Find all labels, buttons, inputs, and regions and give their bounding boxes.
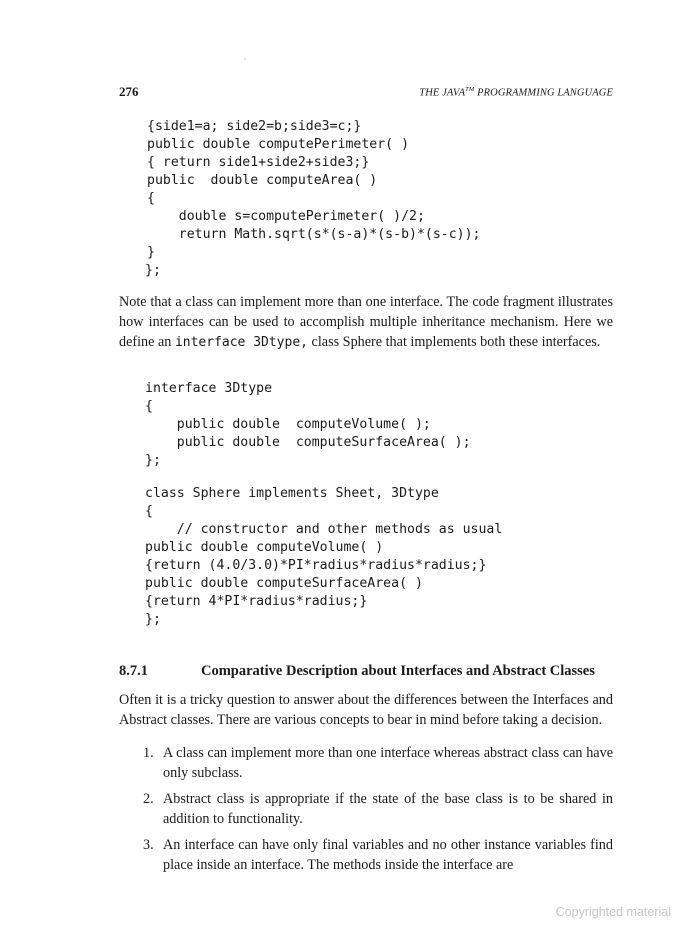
code-line: public double computeSurfaceArea( ) — [145, 576, 423, 591]
trademark-mark: TM — [465, 86, 475, 93]
copyright-watermark: Copyrighted material — [555, 905, 671, 919]
code-line: double s=computePerimeter( )/2; — [147, 209, 425, 224]
paragraph-interfaces — [119, 292, 613, 353]
code-line: public double computeVolume( ) — [145, 540, 384, 555]
inline-code: interface 3Dtype, — [174, 335, 308, 350]
code-line: interface 3Dtype — [145, 381, 273, 396]
code-line: // constructor and other methods as usual — [145, 522, 503, 537]
section-title: Comparative Description about Interfaces and Abstract Classes — [201, 663, 595, 679]
code-block-sphere — [145, 485, 502, 629]
code-block-triangle — [147, 118, 480, 262]
code-line: }; — [145, 612, 161, 627]
code-line: {return 4*PI*radius*radius;} — [145, 594, 368, 609]
numbered-list — [119, 743, 613, 881]
paragraph-text: class Sphere that implements both these interfaces. — [308, 334, 601, 350]
code-line: public double computeArea( ) — [147, 173, 378, 188]
code-line: { return side1+side2+side3;} — [147, 155, 370, 170]
section-heading — [119, 663, 595, 680]
list-item-text: A class can implement more than one interface whereas abstract class can have only subclass. — [163, 745, 613, 781]
paragraph-text: Note that a class can implement more than one interface. The code fragment illustrates how interfaces can be used to accomplish multiple inheritance mechanism. Here we define an — [119, 294, 613, 350]
running-head-title: THE JAVA — [419, 87, 466, 99]
code-line: }; — [145, 453, 161, 468]
code-line: { — [145, 399, 153, 414]
list-item-number: 3. — [143, 837, 154, 853]
code-line: { — [147, 191, 155, 206]
code-line: public double computeVolume( ); — [145, 417, 431, 432]
code-line: public double computeSurfaceArea( ); — [145, 435, 471, 450]
code-line: }; — [145, 263, 161, 278]
code-block-interface — [145, 380, 471, 470]
section-number: 8.7.1 — [119, 663, 148, 679]
list-item-number: 2. — [143, 791, 154, 807]
code-line: return Math.sqrt(s*(s-a)*(s-b)*(s-c)); — [147, 227, 481, 242]
code-line: public double computePerimeter( ) — [147, 137, 410, 152]
code-line: class Sphere implements Sheet, 3Dtype — [145, 486, 439, 501]
running-head-subtitle: PROGRAMMING LANGUAGE — [474, 87, 613, 99]
running-head — [419, 86, 613, 99]
section-intro: Often it is a tricky question to answer about the differences between the Interfaces and Abstract classes. There are various concepts to bear in mind before taking a decision. — [119, 692, 613, 728]
code-block-closing — [145, 262, 161, 280]
scan-speck — [244, 58, 246, 60]
list-item — [119, 835, 613, 875]
list-item — [119, 743, 613, 783]
code-line: { — [145, 504, 153, 519]
list-item — [119, 789, 613, 829]
list-item-text: Abstract class is appropriate if the state of the base class is to be shared in addition to functionality. — [163, 791, 613, 827]
code-line: {return (4.0/3.0)*PI*radius*radius*radius;} — [145, 558, 487, 573]
code-line: } — [147, 245, 155, 260]
page-number: 276 — [119, 84, 139, 99]
code-line: {side1=a; side2=b;side3=c;} — [147, 119, 362, 134]
list-item-number: 1. — [143, 745, 154, 761]
list-item-text: An interface can have only final variables and no other instance variables find place inside an interface. The methods inside the interface are — [163, 837, 613, 873]
